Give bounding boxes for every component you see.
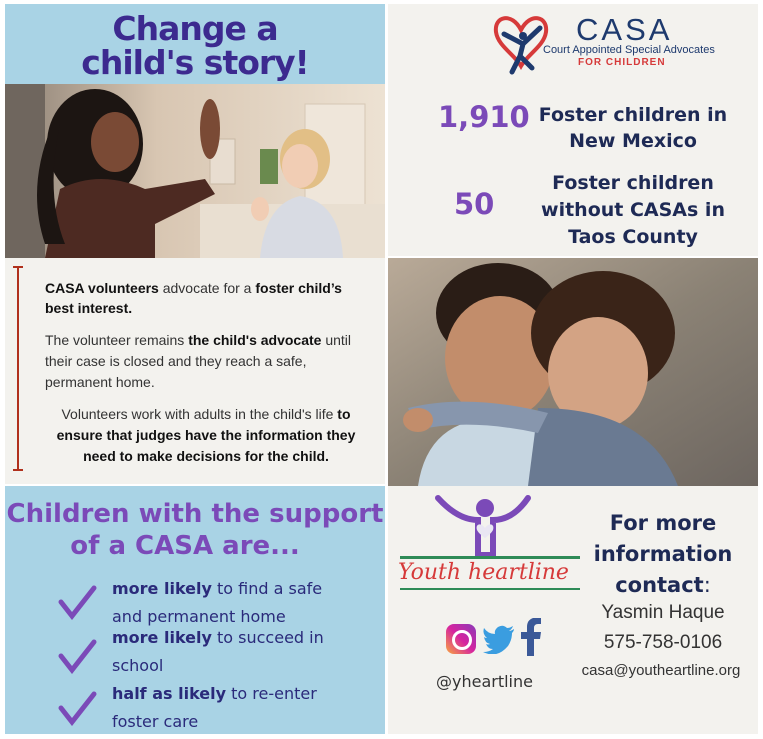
- support-item-1-bold: more likely: [112, 579, 212, 598]
- contact-heading-colon: :: [703, 573, 711, 597]
- support-item-2-bold: more likely: [112, 628, 212, 647]
- support-item-text: [112, 680, 317, 736]
- stat-number-taos: 50: [454, 187, 495, 221]
- intro-p1-bold-a: CASA volunteers: [45, 280, 159, 296]
- support-item-2-text: to succeed in: [211, 628, 324, 647]
- stat-label-taos-line1: Foster children: [552, 172, 714, 194]
- checkmark-icon: [57, 638, 97, 674]
- stat-label-taos-line2: without CASAs in: [541, 199, 725, 221]
- casa-heart-logo-icon: [492, 10, 550, 76]
- stat-label-taos-line3: Taos County: [568, 226, 698, 248]
- contact-heading-line2: information: [593, 542, 733, 566]
- casa-logo-subtitle-2: FOR CHILDREN: [578, 57, 666, 68]
- headline-line1: Change a: [112, 9, 278, 48]
- instagram-icon[interactable]: [446, 624, 476, 654]
- twitter-icon[interactable]: [482, 624, 516, 654]
- stat-number-nm: 1,910: [438, 100, 530, 134]
- headline-panel: [5, 4, 385, 84]
- photo-two-boys-hugging: [388, 258, 758, 486]
- intro-p2-text-a: The volunteer remains: [45, 332, 189, 348]
- youth-heartline-figure-icon: [433, 490, 533, 560]
- support-item-3-bold: half as likely: [112, 684, 227, 703]
- photo-woman-and-child: [5, 84, 385, 258]
- logo-underline-green: [400, 556, 580, 559]
- intro-p3-text: Volunteers work with adults in the child's life: [61, 406, 338, 422]
- intro-p1-text: advocate for a: [158, 280, 256, 296]
- contact-email[interactable]: casa@youtheartline.org: [581, 662, 741, 679]
- contact-heading: [588, 508, 738, 601]
- contact-phone[interactable]: 575-758-0106: [603, 632, 723, 653]
- intro-text-panel: [5, 258, 385, 484]
- support-item-1-line2: and permanent home: [112, 607, 286, 626]
- intro-paragraph-3: [41, 404, 371, 467]
- contact-heading-line1: For more: [609, 511, 717, 535]
- intro-p2-text-b: until their case is closed and they reach a safe, permanent home.: [45, 332, 352, 390]
- contact-name: Yasmin Haque: [601, 602, 725, 623]
- stat-label-taos: [533, 170, 733, 251]
- stat-label-nm-line1: Foster children in: [538, 104, 728, 126]
- support-item-3-line2: foster care: [112, 712, 199, 731]
- support-item-text: [112, 575, 322, 631]
- support-item-1-text: to find a safe: [211, 579, 323, 598]
- stat-label-nm: [538, 102, 728, 154]
- stat-label-nm-line2: New Mexico: [569, 130, 697, 152]
- headline-line2: child's story!: [81, 43, 309, 82]
- casa-logo-text: CASA: [576, 12, 673, 47]
- casa-logo-subtitle: Court Appointed Special Advocates: [543, 44, 715, 56]
- intro-p2-bold: the child's advocate: [188, 332, 322, 348]
- intro-paragraph-1: [45, 278, 365, 318]
- intro-p1-bold-b: foster child’s best interest.: [45, 280, 342, 316]
- support-title-line2: of a CASA are...: [70, 531, 300, 561]
- intro-p3-bold: to ensure that judges have the information they need to make decisions for the child.: [56, 406, 356, 464]
- quote-bar: [17, 266, 19, 471]
- checkmark-icon: [57, 584, 97, 620]
- checkmark-icon: [57, 690, 97, 726]
- youth-heartline-logo-text: Youth heartline: [398, 560, 569, 585]
- support-title-line1: Children with the support: [6, 499, 384, 529]
- support-item-2-line2: school: [112, 656, 164, 675]
- support-item-3-text: to re-enter: [226, 684, 317, 703]
- support-title: [5, 498, 385, 562]
- contact-panel: [388, 486, 758, 734]
- facebook-icon[interactable]: [520, 618, 542, 656]
- contact-heading-line3: contact: [615, 573, 704, 597]
- logo-underline-green-2: [400, 588, 580, 590]
- support-panel: [5, 486, 385, 734]
- intro-paragraph-2: [45, 330, 370, 393]
- social-handle[interactable]: @yheartline: [436, 672, 533, 691]
- support-item-text: [112, 624, 324, 680]
- casa-stats-panel: [388, 4, 758, 256]
